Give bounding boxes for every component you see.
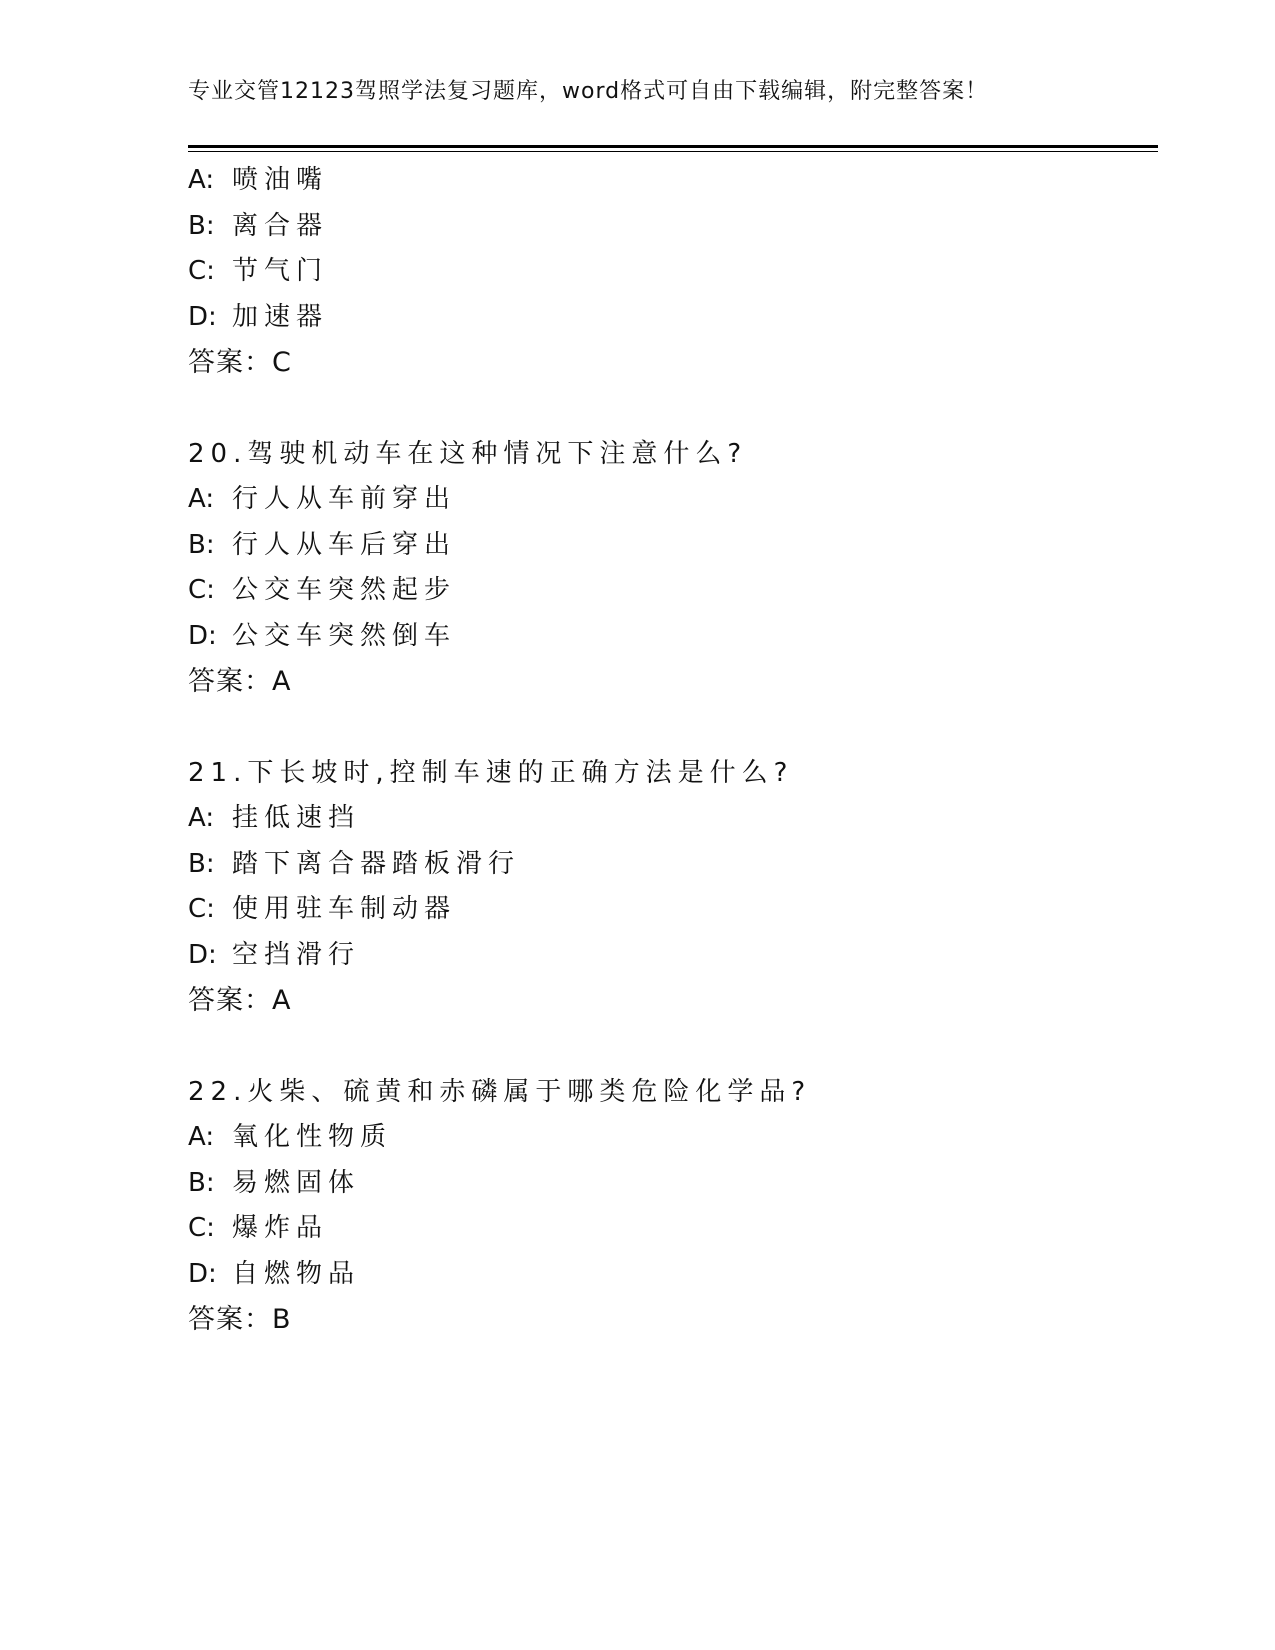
option-a: A: 行人从车前穿出: [188, 484, 457, 514]
question-19-continued: [188, 158, 1158, 386]
page-header: 专业交管12123驾照学法复习题库，word格式可自由下载编辑，附完整答案！: [188, 79, 989, 104]
option-d: D: 加速器: [188, 301, 329, 332]
question-22: [188, 1070, 1158, 1343]
question-21: [188, 751, 1158, 1024]
answer-line: 答案：B: [188, 1304, 292, 1335]
answer-line: 答案：C: [188, 347, 292, 378]
option-b: B: 离合器: [188, 210, 329, 241]
question-title: 20.驾驶机动车在这种情况下注意什么?: [188, 438, 748, 469]
question-20: [188, 432, 1158, 705]
option-a: A: 挂低速挡: [188, 803, 361, 833]
option-b: B: 易燃固体: [188, 1167, 361, 1198]
answer-line: 答案：A: [188, 985, 292, 1016]
option-d: D: 公交车突然倒车: [188, 620, 457, 651]
option-d: D: 空挡滑行: [188, 939, 361, 970]
option-c: C: 节气门: [188, 256, 329, 286]
question-title: 22.火柴、硫黄和赤磷属于哪类危险化学品?: [188, 1076, 812, 1107]
header-divider-thin: [188, 151, 1158, 152]
option-b: B: 踏下离合器踏板滑行: [188, 848, 521, 879]
option-b: B: 行人从车后穿出: [188, 529, 457, 560]
option-c: C: 使用驻车制动器: [188, 894, 457, 924]
option-a: A: 喷油嘴: [188, 165, 329, 195]
option-d: D: 自燃物品: [188, 1258, 361, 1289]
question-list: [188, 158, 1158, 1343]
question-title: 21.下长坡时,控制车速的正确方法是什么?: [188, 757, 794, 788]
header-divider-thick: [188, 145, 1158, 148]
option-a: A: 氧化性物质: [188, 1122, 393, 1152]
answer-line: 答案：A: [188, 666, 292, 697]
option-c: C: 公交车突然起步: [188, 575, 457, 605]
option-c: C: 爆炸品: [188, 1213, 329, 1243]
